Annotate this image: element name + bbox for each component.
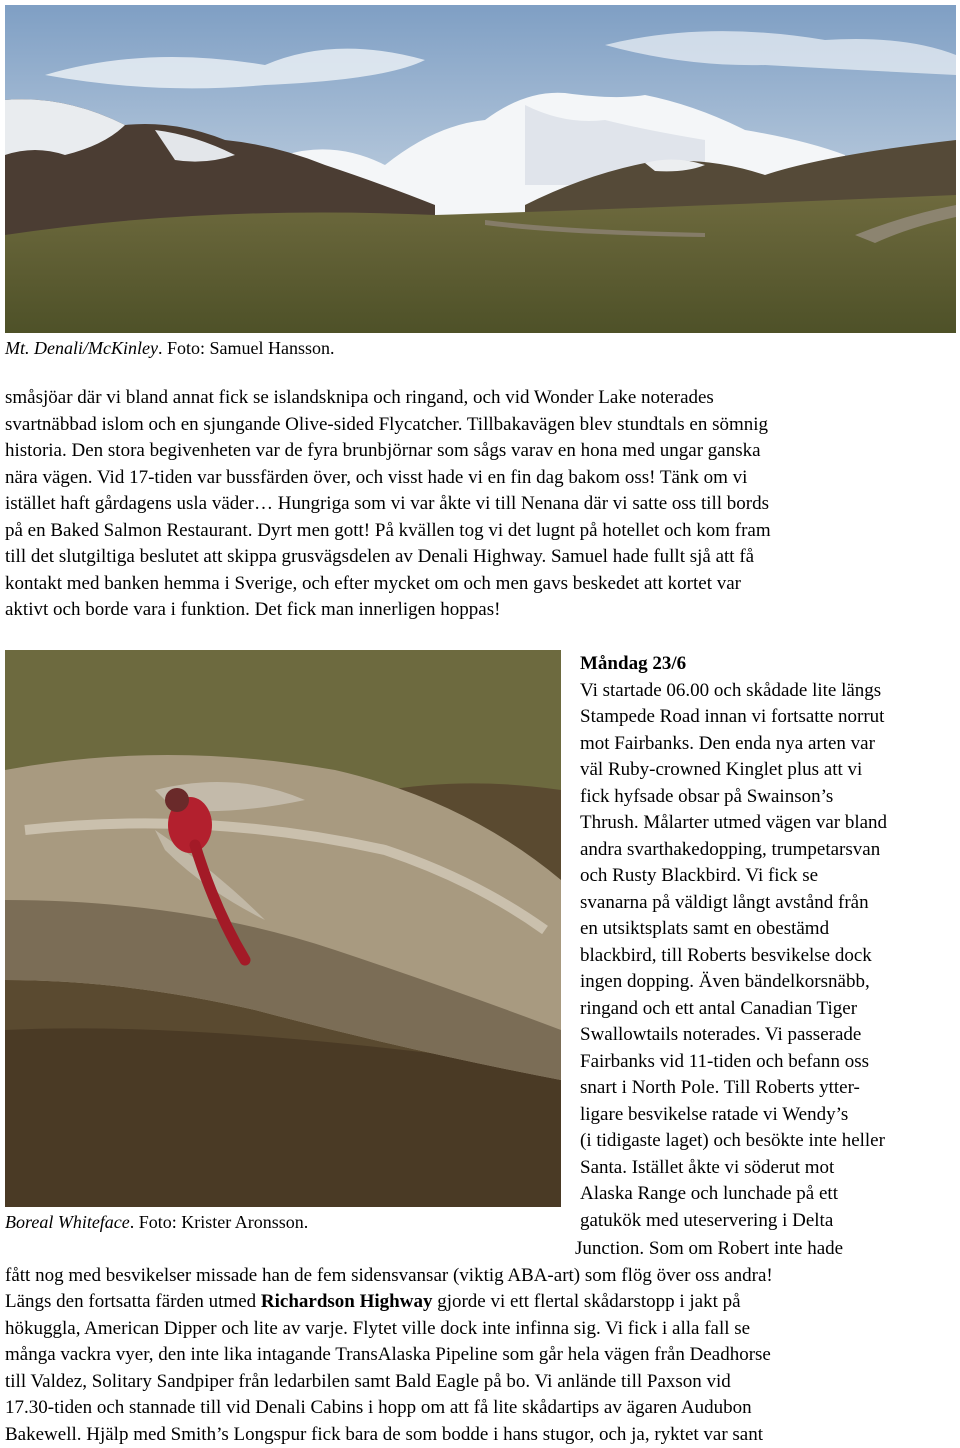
- photo-caption-denali: [5, 337, 334, 359]
- text-line: till det slutgiltiga beslutet att skippa grusvägsdelen av Denali Highway. Samuel hade fullt sjå att få: [5, 544, 955, 571]
- text-line: till Valdez, Solitary Sandpiper från ledarbilen samt Bald Eagle på bo. Vi anlände till Paxson vid: [5, 1369, 955, 1396]
- text-line: Santa. Istället åkte vi söderut mot: [580, 1155, 955, 1182]
- day-heading: Måndag 23/6: [580, 651, 955, 678]
- text-line: svanarna på väldigt långt avstånd från: [580, 890, 955, 917]
- text-line: många vackra vyer, den inte lika intagande TransAlaska Pipeline som går hela vägen från Deadhorse: [5, 1342, 955, 1369]
- text-line: kontakt med banken hemma i Sverige, och efter mycket om och men gavs beskedet att kortet var: [5, 571, 955, 598]
- text-line: ringand och ett antal Canadian Tiger: [580, 996, 955, 1023]
- text-line: blackbird, till Roberts besvikelse dock: [580, 943, 955, 970]
- body-paragraph-3: [5, 1236, 955, 1448]
- text-line: småsjöar där vi bland annat fick se islandsknipa och ringand, och vid Wonder Lake noterades: [5, 385, 955, 412]
- text-line: Alaska Range och lunchade på ett: [580, 1181, 955, 1208]
- body-paragraph-1: [5, 385, 955, 624]
- text-line: på en Baked Salmon Restaurant. Dyrt men gott! På kvällen tog vi det lugnt på hotellet och kom fram: [5, 518, 955, 545]
- side-column: [580, 651, 955, 1234]
- mountain-landscape-photo: [5, 5, 956, 333]
- photo-caption-dragonfly: [5, 1211, 308, 1233]
- text-line: Thrush. Målarter utmed vägen var bland: [580, 810, 955, 837]
- road-name-bold: Richardson Highway: [261, 1291, 433, 1312]
- text-line: fick hyfsade obsar på Swainson’s: [580, 784, 955, 811]
- text-line: och Rusty Blackbird. Vi fick se: [580, 863, 955, 890]
- text-line: aktivt och borde vara i funktion. Det fick man innerligen hoppas!: [5, 597, 955, 624]
- text-line: Fairbanks vid 11-tiden och befann oss: [580, 1049, 955, 1076]
- caption-credit: . Foto: Samuel Hansson.: [158, 338, 335, 358]
- text-line: Junction. Som om Robert inte hade: [5, 1236, 955, 1263]
- caption-italic: Boreal Whiteface: [5, 1212, 130, 1232]
- text-segment: Längs den fortsatta färden utmed: [5, 1291, 261, 1312]
- text-line: Swallowtails noterades. Vi passerade: [580, 1022, 955, 1049]
- text-line: Vi startade 06.00 och skådade lite längs: [580, 678, 955, 705]
- text-line: (i tidigaste laget) och besökte inte heller: [580, 1128, 955, 1155]
- caption-italic: Mt. Denali/McKinley: [5, 338, 158, 358]
- text-line: hökuggla, American Dipper och lite av varje. Flytet ville dock inte infinna sig. Vi fick i alla fall se: [5, 1316, 955, 1343]
- text-line: historia. Den stora begivenheten var de fyra brunbjörnar som sågs varav en hona med ungar ganska: [5, 438, 955, 465]
- text-line: Bakewell. Hjälp med Smith’s Longspur fick bara de som bodde i hans stugor, och ja, ryktet var sant: [5, 1422, 955, 1448]
- text-line: svartnäbbad islom och en sjungande Olive-sided Flycatcher. Tillbakavägen blev stundtals en sömnig: [5, 412, 955, 439]
- text-line: 17.30-tiden och stannade till vid Denali Cabins i hopp om att få lite skådartips av ägaren Audubon: [5, 1395, 955, 1422]
- text-segment: gjorde vi ett flertal skådarstopp i jakt på: [432, 1291, 740, 1312]
- text-line: ligare besvikelse ratade vi Wendy’s: [580, 1102, 955, 1129]
- text-line: andra svarthakedopping, trumpetarsvan: [580, 837, 955, 864]
- caption-credit: . Foto: Krister Aronsson.: [130, 1212, 309, 1232]
- landscape-illustration: [5, 5, 956, 333]
- text-line: snart i North Pole. Till Roberts ytter-: [580, 1075, 955, 1102]
- text-line: väl Ruby-crowned Kinglet plus att vi: [580, 757, 955, 784]
- text-line: Stampede Road innan vi fortsatte norrut: [580, 704, 955, 731]
- text-line: ingen dopping. Även bändelkorsnäbb,: [580, 969, 955, 996]
- text-line: mot Fairbanks. Den enda nya arten var: [580, 731, 955, 758]
- dragonfly-illustration: [5, 650, 561, 1207]
- text-line: [5, 1289, 955, 1316]
- text-line: gatukök med uteservering i Delta: [580, 1208, 955, 1235]
- text-line: fått nog med besvikelser missade han de fem sidensvansar (viktig ABA-art) som flög över oss andra!: [5, 1263, 955, 1290]
- dragonfly-photo: [5, 650, 561, 1207]
- text-line: nära vägen. Vid 17-tiden var bussfärden över, och visst hade vi en fin dag bakom oss! Tänk om vi: [5, 465, 955, 492]
- dragonfly-head: [165, 788, 189, 812]
- text-line: istället haft gårdagens usla väder… Hungriga som vi var åkte vi till Nenana där vi satte oss till bords: [5, 491, 955, 518]
- text-line: en utsiktsplats samt en obestämd: [580, 916, 955, 943]
